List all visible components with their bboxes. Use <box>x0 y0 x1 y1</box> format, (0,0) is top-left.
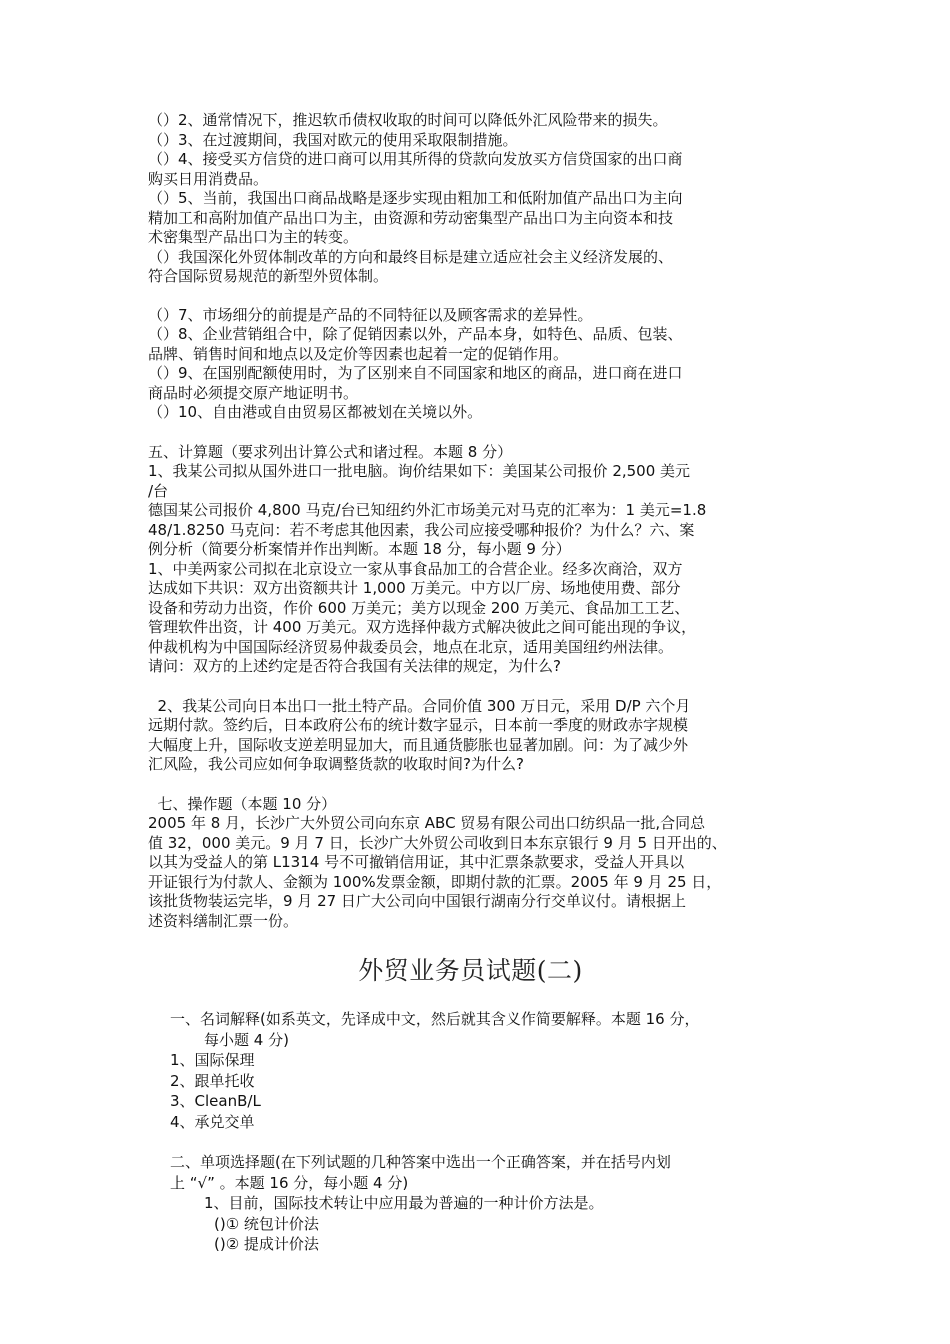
case-two-section <box>148 697 798 775</box>
calc-line: 仲裁机构为中国国际经济贸易仲裁委员会，地点在北京，适用美国纽约州法律。 <box>148 637 674 656</box>
op-line: 值 32，000 美元。9 月 7 日，长沙广大外贸公司收到日本东京银行 9 月 5 日开出的、 <box>148 833 727 852</box>
judgement-section <box>148 111 798 423</box>
calc-line: 1、我某公司拟从国外进口一批电脑。询价结果如下：美国某公司报价 2,500 美元 <box>148 462 691 480</box>
calc-line: 五、计算题（要求列出计算公式和诸过程。本题 8 分） <box>148 442 513 461</box>
judgement-line: （）2、通常情况下，推迟软币债权收取的时间可以降低外汇风险带来的损失。 <box>148 111 668 129</box>
calc-line: 请问：双方的上述约定是否符合我国有关法律的规定，为什么? <box>148 657 561 675</box>
calculation-section <box>148 443 798 677</box>
judgement-line: （）7、市场细分的前提是产品的不同特征以及顾客需求的差异性。 <box>148 305 593 324</box>
op-line: 述资料缮制汇票一份。 <box>148 911 299 930</box>
section-heading: 二、单项选择题(在下列试题的几种答案中选出一个正确答案，并在括号内划 <box>170 1153 671 1171</box>
exam-title: 外贸业务员试题(二) <box>358 956 583 985</box>
judgement-line: 品牌、销售时间和地点以及定价等因素也起着一定的促销作用。 <box>148 344 569 363</box>
judgement-line: （）9、在国别配额使用时，为了区别来自不同国家和地区的商品，进口商在进口 <box>148 364 683 382</box>
operation-section <box>148 795 798 932</box>
judgement-line: （）3、在过渡期间，我国对欧元的使用采取限制措施。 <box>148 130 518 149</box>
term-item: 3、CleanB/L <box>170 1092 261 1110</box>
question: 1、目前，国际技术转让中应用最为普遍的一种计价方法是。 <box>204 1194 604 1212</box>
document-page <box>148 111 798 1255</box>
calc-line: 例分析（简要分析案情并作出判断。本题 18 分，每小题 9 分） <box>148 540 571 558</box>
section-heading: 一、名词解释(如系英文，先译成中文，然后就其含义作简要解释。本题 16 分， <box>170 1010 700 1028</box>
judgement-line: 符合国际贸易规范的新型外贸体制。 <box>148 267 389 285</box>
calc-line: 1、中美两家公司拟在北京设立一家从事食品加工的合营企业。经多次商洽，双方 <box>148 559 683 578</box>
choice-option: ()② 提成计价法 <box>214 1235 319 1253</box>
judgement-line: （）8、企业营销组合中，除了促销因素以外，产品本身，如特色、品质、包装、 <box>148 325 683 343</box>
calc-line: 达成如下共识：双方出资额共计 1,000 万美元。中方以厂房、场地使用费、部分 <box>148 579 681 597</box>
term-item: 4、承兑交单 <box>170 1112 255 1131</box>
op-line: 七、操作题（本题 10 分） <box>148 794 337 813</box>
section-heading-cont: 每小题 4 分) <box>204 1030 289 1049</box>
op-line: 2005 年 8 月，长沙广大外贸公司向东京 ABC 贸易有限公司出口纺织品一批,合同总 <box>148 814 706 832</box>
calc-line: 德国某公司报价 4,800 马克/台已知纽约外汇市场美元对马克的汇率为：1 美元=1.8 <box>148 501 707 519</box>
single-choice-section <box>148 1152 798 1255</box>
op-line: 该批货物装运完毕，9 月 27 日广大公司向中国银行湖南分行交单议付。请根据上 <box>148 892 686 910</box>
calc-line: 48/1.8250 马克问：若不考虑其他因素，我公司应接受哪种报价？为什么？六、案 <box>148 520 695 539</box>
judgement-line: （）10、自由港或自由贸易区都被划在关境以外。 <box>148 403 483 421</box>
op-line: 开证银行为付款人、金额为 100%发票金额，即期付款的汇票。2005 年 9 月 25 日， <box>148 872 722 891</box>
calc-line: 设备和劳动力出资，作价 600 万美元；美方以现金 200 万美元、食品加工工艺、 <box>148 598 690 617</box>
choice-option: ()① 统包计价法 <box>214 1214 319 1233</box>
case-line: 远期付款。签约后，日本政府公布的统计数字显示，日本前一季度的财政赤字规模 <box>148 716 689 734</box>
op-line: 以其为受益人的第 L1314 号不可撤销信用证，其中汇票条款要求，受益人开具以 <box>148 853 685 871</box>
section-heading-cont: 上 “√” 。本题 16 分，每小题 4 分) <box>170 1173 409 1192</box>
term-item: 2、跟单托收 <box>170 1071 255 1090</box>
calc-line: 管理软件出资，计 400 万美元。双方选择仲裁方式解决彼此之间可能出现的争议， <box>148 618 697 636</box>
term-explanation-section <box>148 1009 798 1132</box>
judgement-line: 购买日用消费品。 <box>148 169 269 188</box>
case-line: 汇风险，我公司应如何争取调整货款的收取时间?为什么? <box>148 755 524 773</box>
judgement-line: （）5、当前，我国出口商品战略是逐步实现由粗加工和低附加值产品出口为主向 <box>148 189 683 207</box>
judgement-line: （）4、接受买方信贷的进口商可以用其所得的贷款向发放买方信贷国家的出口商 <box>148 150 683 168</box>
calc-line: /台 <box>148 481 169 500</box>
term-item: 1、国际保理 <box>170 1051 255 1069</box>
judgement-line: （）我国深化外贸体制改革的方向和最终目标是建立适应社会主义经济发展的、 <box>148 247 674 266</box>
judgement-line: 精加工和高附加值产品出口为主，由资源和劳动密集型产品出口为主向资本和技 <box>148 208 674 227</box>
case-line: 2、我某公司向日本出口一批土特产品。合同价值 300 万日元，采用 D/P 六个月 <box>148 696 691 715</box>
case-line: 大幅度上升，国际收支逆差明显加大，而且通货膨胀也显著加剧。问：为了减少外 <box>148 735 689 754</box>
judgement-line: 商品时必须提交原产地证明书。 <box>148 383 359 402</box>
judgement-line: 术密集型产品出口为主的转变。 <box>148 228 359 246</box>
